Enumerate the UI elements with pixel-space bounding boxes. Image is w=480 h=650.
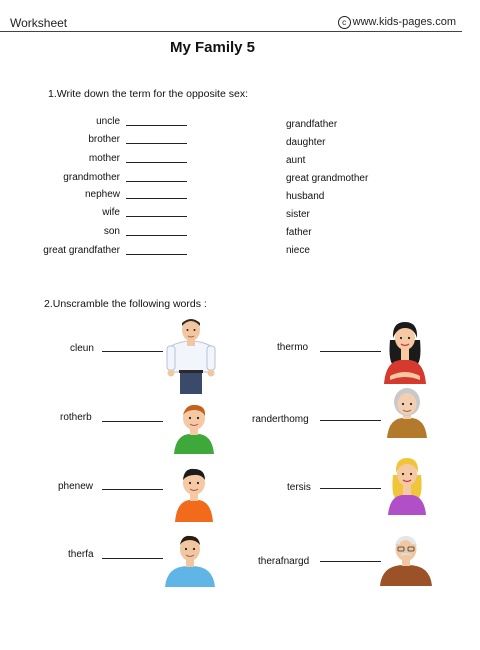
copyright-icon: c	[338, 16, 351, 29]
girl-purple-top-icon	[386, 455, 428, 515]
answer-line[interactable]	[102, 421, 163, 422]
term-label: grandmother	[63, 172, 120, 183]
scrambled-word: therafnargd	[258, 556, 310, 567]
answer-line[interactable]	[126, 216, 187, 217]
answer-line[interactable]	[102, 489, 163, 490]
option-word: sister	[286, 209, 310, 220]
option-word: husband	[286, 191, 325, 202]
woman-red-top-icon	[382, 318, 428, 384]
scrambled-word: therfa	[68, 549, 94, 560]
site-credit	[338, 16, 456, 29]
scrambled-word: randerthomg	[252, 414, 309, 425]
site-url: www.kids-pages.com	[352, 16, 456, 28]
answer-line[interactable]	[102, 351, 163, 352]
term-label: mother	[88, 153, 120, 164]
man-shirt-tie-icon	[165, 316, 217, 396]
scrambled-word: tersis	[287, 482, 311, 493]
answer-line[interactable]	[126, 198, 187, 199]
answer-line[interactable]	[320, 488, 381, 489]
answer-line[interactable]	[126, 125, 187, 126]
grandfather-icon	[379, 532, 433, 586]
answer-line[interactable]	[126, 143, 187, 144]
page-title: My Family 5	[169, 39, 256, 56]
scrambled-word: phenew	[58, 481, 94, 492]
option-word: niece	[286, 245, 310, 256]
term-label: wife	[102, 207, 120, 218]
boy-orange-shirt-icon	[174, 466, 214, 522]
answer-line[interactable]	[126, 162, 187, 163]
option-word: father	[286, 227, 312, 238]
option-word: aunt	[286, 155, 306, 166]
scrambled-word: cleun	[70, 343, 94, 354]
boy-green-shirt-icon	[172, 402, 216, 454]
term-label: great grandfather	[43, 245, 120, 256]
answer-line[interactable]	[320, 351, 381, 352]
answer-line[interactable]	[320, 561, 381, 562]
section1-instruction: 1.Write down the term for the opposite sex:	[48, 88, 248, 100]
term-label: uncle	[96, 116, 120, 127]
option-word: daughter	[286, 137, 326, 148]
option-word: grandfather	[286, 119, 338, 130]
scrambled-word: rotherb	[60, 412, 92, 423]
term-label: brother	[88, 134, 120, 145]
option-word: great grandmother	[286, 173, 369, 184]
section2-instruction: 2.Unscramble the following words :	[44, 298, 207, 310]
answer-line[interactable]	[126, 181, 187, 182]
term-label: son	[103, 226, 120, 237]
worksheet-label: Worksheet	[10, 16, 68, 30]
scrambled-word: thermo	[277, 342, 309, 353]
man-blue-shirt-icon	[164, 533, 216, 587]
header-divider	[0, 31, 462, 32]
answer-line[interactable]	[320, 420, 381, 421]
answer-line[interactable]	[126, 254, 187, 255]
answer-line[interactable]	[102, 558, 163, 559]
grandmother-icon	[385, 386, 429, 438]
term-label: nephew	[84, 189, 120, 200]
answer-line[interactable]	[126, 235, 187, 236]
